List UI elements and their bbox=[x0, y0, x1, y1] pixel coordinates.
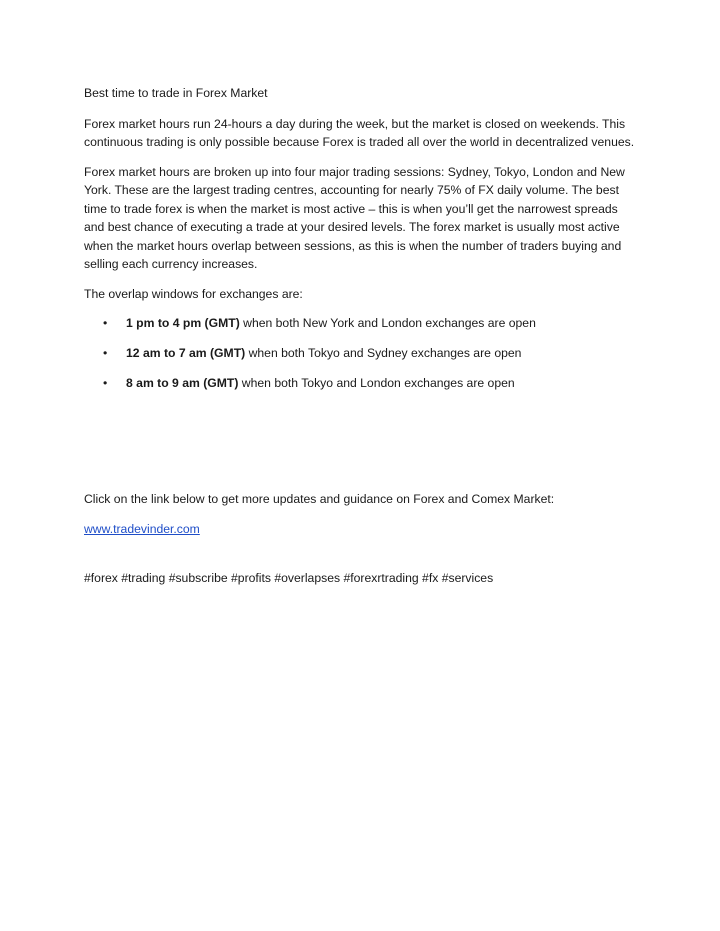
blank-space bbox=[84, 404, 640, 490]
blank-space bbox=[84, 549, 640, 569]
paragraph-trading-sessions: Forex market hours are broken up into four major trading sessions: Sydney, Tokyo, London and New York. These are the largest trading centres, accounting for nearly 75% of FX daily volume. The best time to trade forex is when the market is most active – this is when you’ll get the narrowest spreads and best chance of executing a trade at your desired levels. The forex market is usually most active when the market hours overlap between sessions, as this is when the number of traders buying and selling each currency increases. bbox=[84, 164, 625, 271]
list-item bbox=[84, 314, 640, 333]
overlap-time: 1 pm to 4 pm (GMT) bbox=[126, 316, 240, 330]
bullet-icon: • bbox=[103, 346, 108, 360]
hashtags: #forex #trading #subscribe #profits #overlapses #forexrtrading #fx #services bbox=[84, 571, 494, 585]
overlap-time: 12 am to 7 am (GMT) bbox=[126, 346, 246, 360]
bullet-icon: • bbox=[103, 316, 108, 330]
paragraph-overlap-intro: The overlap windows for exchanges are: bbox=[84, 286, 303, 301]
document-title: Best time to trade in Forex Market bbox=[84, 86, 268, 100]
document-page bbox=[84, 84, 640, 599]
bullet-icon: • bbox=[103, 376, 108, 390]
list-item bbox=[84, 344, 640, 363]
overlap-time: 8 am to 9 am (GMT) bbox=[126, 376, 239, 390]
paragraph-market-hours: Forex market hours run 24-hours a day during the week, but the market is closed on weekends. This continuous trading is only possible because Forex is traded all over the world in decentralized venues. bbox=[84, 116, 635, 149]
list-item bbox=[84, 374, 640, 393]
overlap-list bbox=[84, 314, 640, 393]
overlap-description: when both Tokyo and London exchanges are open bbox=[238, 376, 515, 390]
overlap-description: when both New York and London exchanges are open bbox=[239, 316, 536, 330]
call-to-action: Click on the link below to get more updates and guidance on Forex and Comex Market: bbox=[84, 492, 555, 506]
website-link[interactable]: www.tradevinder.com bbox=[84, 521, 200, 536]
overlap-description: when both Tokyo and Sydney exchanges are open bbox=[245, 346, 522, 360]
